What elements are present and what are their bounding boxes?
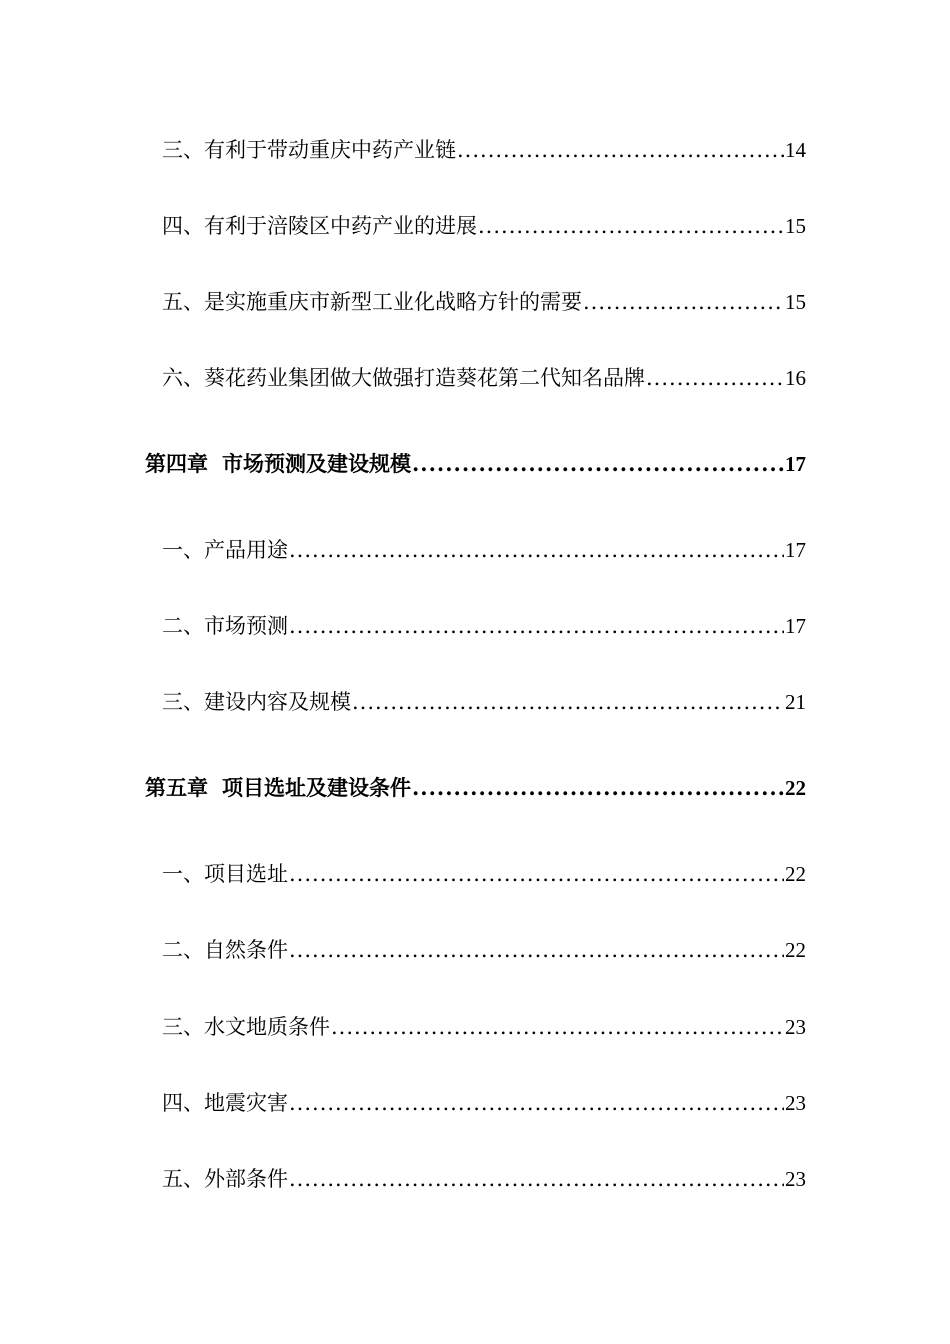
toc-entry-page: 21 [785, 690, 806, 714]
toc-entry[interactable] [162, 212, 806, 240]
toc-entry-page: 17 [785, 614, 806, 638]
dot-leader [352, 688, 784, 716]
toc-entry-page: 15 [785, 214, 806, 238]
toc-entry[interactable] [162, 364, 806, 392]
toc-entry-page: 14 [785, 138, 806, 162]
toc-entry-page: 22 [785, 776, 806, 800]
chapter-name: 市场预测及建设规模 [222, 451, 411, 476]
toc-entry[interactable] [162, 612, 806, 640]
dot-leader [289, 612, 784, 640]
toc-entry-title: 五、外部条件 [162, 1167, 288, 1191]
toc-entry-title: 四、有利于涪陵区中药产业的进展 [162, 214, 477, 238]
dot-leader [457, 136, 784, 164]
toc-entry[interactable] [162, 136, 806, 164]
dot-leader [289, 860, 784, 888]
toc-entry[interactable] [162, 1013, 806, 1041]
toc-entry[interactable] [162, 688, 806, 716]
toc-chapter-title [145, 774, 411, 802]
toc-entry-page: 17 [785, 538, 806, 562]
toc-entry-page: 23 [785, 1167, 806, 1191]
toc-entry-title: 二、市场预测 [162, 614, 288, 638]
toc-entry-page: 22 [785, 862, 806, 886]
toc-entry-page: 17 [785, 452, 806, 476]
chapter-number: 第五章 [145, 775, 208, 800]
toc-entry[interactable] [162, 536, 806, 564]
toc-entry[interactable] [162, 1089, 806, 1117]
toc-entry[interactable] [162, 288, 806, 316]
toc-entry-title: 一、项目选址 [162, 862, 288, 886]
toc-entry-title: 一、产品用途 [162, 538, 288, 562]
dot-leader [646, 364, 784, 392]
toc-entry-page: 23 [785, 1015, 806, 1039]
toc-entry-title: 二、自然条件 [162, 938, 288, 962]
dot-leader [289, 936, 784, 964]
toc-chapter-entry[interactable] [145, 450, 806, 478]
toc-entry-title: 四、地震灾害 [162, 1091, 288, 1115]
toc-entry-title: 三、水文地质条件 [162, 1015, 330, 1039]
dot-leader [289, 1089, 784, 1117]
toc-chapter-entry[interactable] [145, 774, 806, 802]
dot-leader [583, 288, 784, 316]
dot-leader [412, 774, 784, 802]
toc-entry-title: 三、建设内容及规模 [162, 690, 351, 714]
dot-leader [289, 1165, 784, 1193]
toc-entry-title: 五、是实施重庆市新型工业化战略方针的需要 [162, 290, 582, 314]
chapter-number: 第四章 [145, 451, 208, 476]
chapter-name: 项目选址及建设条件 [222, 775, 411, 800]
dot-leader [289, 536, 784, 564]
toc-entry[interactable] [162, 860, 806, 888]
dot-leader [478, 212, 784, 240]
toc-entry[interactable] [162, 1165, 806, 1193]
toc-entry[interactable] [162, 936, 806, 964]
toc-chapter-title [145, 450, 411, 478]
toc-entry-page: 16 [785, 366, 806, 390]
toc-entry-page: 15 [785, 290, 806, 314]
toc-entry-page: 23 [785, 1091, 806, 1115]
dot-leader [412, 450, 784, 478]
dot-leader [331, 1013, 784, 1041]
toc-entry-title: 六、葵花药业集团做大做强打造葵花第二代知名品牌 [162, 366, 645, 390]
toc-entry-title: 三、有利于带动重庆中药产业链 [162, 138, 456, 162]
toc-entry-page: 22 [785, 938, 806, 962]
